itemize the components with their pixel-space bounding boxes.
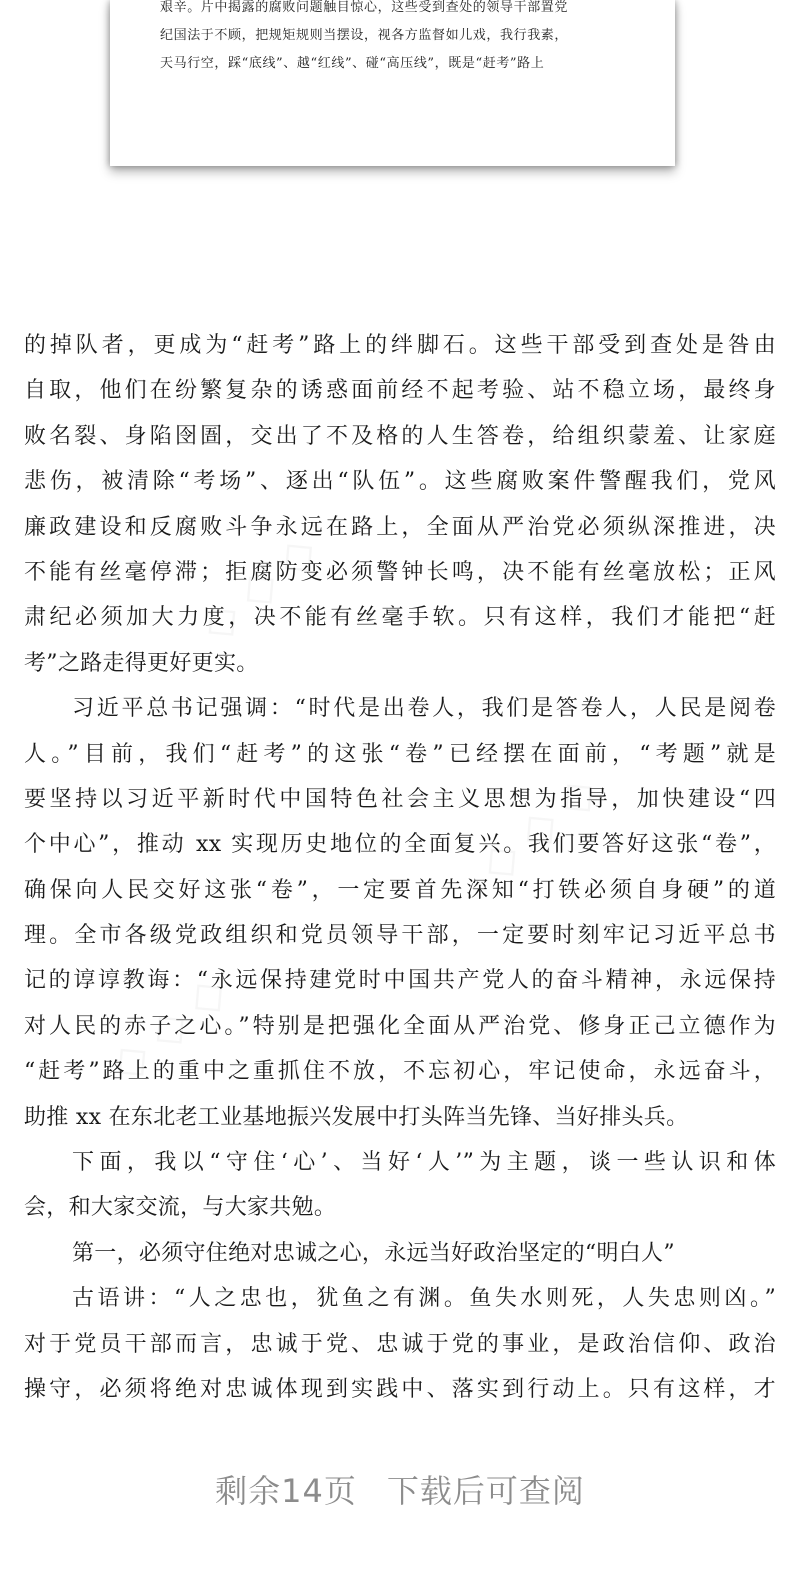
body-line: 个中心”，推动 xx 实现历史地位的全面复兴。我们要答好这张“卷”，: [24, 832, 776, 858]
body-line: 自取，他们在纷繁复杂的诱惑面前经不起考验、站不稳立场，最终身: [24, 378, 776, 404]
preview-line: 天马行空，踩“底线”、越“红线”、碰“高压线”，既是“赶考”路上: [160, 56, 545, 71]
body-line: 悲伤，被清除“考场”、逐出“队伍”。这些腐败案件警醒我们，党风: [24, 469, 776, 495]
body-line: 理。全市各级党政组织和党员领导干部，一定要时刻牢记习近平总书: [24, 923, 776, 949]
body-line: “赶考”路上的重中之重抓住不放，不忘初心，牢记使命，永远奋斗，: [24, 1059, 776, 1085]
document-body: [24, 323, 776, 1412]
body-line: 会，和大家交流，与大家共勉。: [24, 1195, 337, 1221]
body-line: 廉政建设和反腐败斗争永远在路上，全面从严治党必须纵深推进，决: [24, 514, 776, 540]
body-line: 对于党员干部而言，忠诚于党、忠诚于党的事业，是政治信仰、政治: [24, 1331, 776, 1357]
body-line: 肃纪必须加大力度，决不能有丝毫手软。只有这样，我们才能把“赶: [24, 605, 776, 631]
preview-line: 纪国法于不顾，把规矩规则当摆设，视各方监督如儿戏，我行我素，: [160, 28, 569, 43]
body-line: 败名裂、身陷囹圄，交出了不及格的人生答卷，给组织蒙羞、让家庭: [24, 423, 776, 449]
body-line: 人。”目前，我们“赶考”的这张“卷”已经摆在面前，“考题”就是: [24, 741, 776, 767]
body-line: 古语讲：“人之忠也，犹鱼之有渊。鱼失水则死，人失忠则凶。”: [72, 1286, 776, 1312]
body-line: 下面，我以“守住‘心’、当好‘人’”为主题，谈一些认识和体: [72, 1150, 776, 1176]
body-line: 操守，必须将绝对忠诚体现到实践中、落实到行动上。只有这样，才: [24, 1376, 776, 1402]
body-line: 的掉队者，更成为“赶考”路上的绊脚石。这些干部受到查处是咎由: [24, 333, 776, 358]
remaining-pages-count: 剩余14页: [215, 1472, 357, 1510]
body-line: 助推 xx 在东北老工业基地振兴发展中打头阵当先锋、当好排头兵。: [24, 1104, 689, 1130]
body-line: 确保向人民交好这张“卷”，一定要首先深知“打铁必须自身硬”的道: [24, 877, 776, 903]
body-line: 习近平总书记强调：“时代是出卷人，我们是答卷人，人民是阅卷: [72, 696, 776, 722]
body-line: 考”之路走得更好更实。: [24, 650, 259, 676]
remaining-pages-notice[interactable]: [0, 1466, 800, 1512]
body-line: 记的谆谆教诲：“永远保持建党时中国共产党人的奋斗精神，永远保持: [24, 968, 776, 994]
body-line: 对人民的赤子之心。”特别是把强化全面从严治党、修身正己立德作为: [24, 1013, 776, 1039]
preview-card: [110, 0, 675, 166]
section-heading: 第一，必须守住绝对忠诚之心，永远当好政治坚定的“明白人”: [72, 1240, 675, 1266]
download-prompt: 下载后可查阅: [386, 1472, 585, 1510]
body-line: 不能有丝毫停滞；拒腐防变必须警钟长鸣，决不能有丝毫放松；正风: [24, 559, 776, 585]
preview-text: [160, 0, 630, 78]
body-line: 要坚持以习近平新时代中国特色社会主义思想为指导，加快建设“四: [24, 786, 776, 812]
preview-line: 艰辛。片中揭露的腐败问题触目惊心，这些受到查处的领导干部置党: [160, 0, 569, 15]
